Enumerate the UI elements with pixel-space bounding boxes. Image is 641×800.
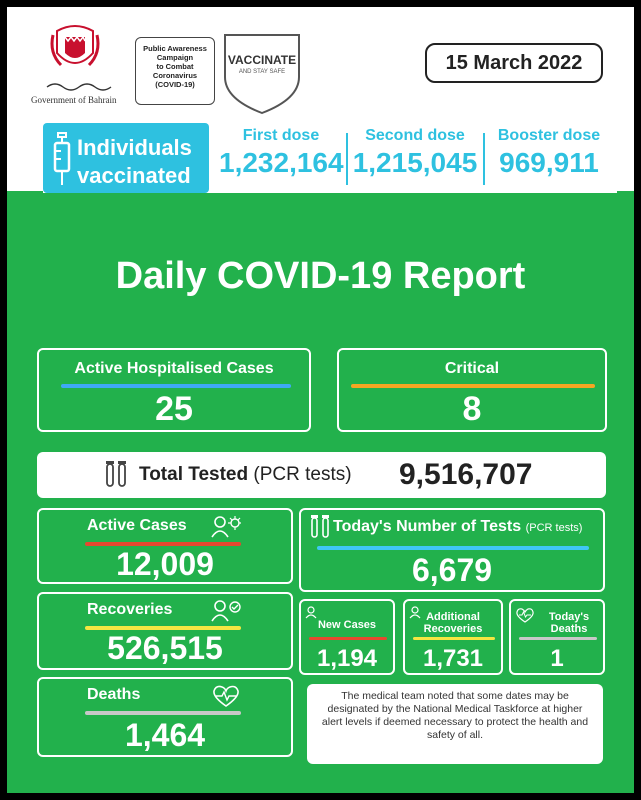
recovery-person-icon xyxy=(211,599,241,623)
todays-deaths-card xyxy=(509,599,605,675)
campaign-line: Public Awareness xyxy=(143,44,207,53)
vaccinate-title: VACCINATE xyxy=(227,53,297,67)
booster-dose-label: Booster dose xyxy=(497,127,601,144)
todays-tests-label xyxy=(333,518,582,536)
campaign-line: Campaign xyxy=(156,53,194,62)
additional-recoveries-label-line2: Recoveries xyxy=(423,623,483,635)
dose-separator xyxy=(346,133,348,185)
booster-dose xyxy=(489,127,609,179)
new-cases-label: New Cases xyxy=(317,619,377,631)
todays-tests-bar xyxy=(317,546,589,550)
deaths-label: Deaths xyxy=(87,686,141,703)
todays-deaths-label-line1: Today's xyxy=(548,611,590,623)
critical-card xyxy=(337,348,607,432)
individuals-vaccinated-badge xyxy=(43,123,209,193)
todays-tests-card xyxy=(299,508,605,592)
arabic-wordmark xyxy=(45,79,115,91)
campaign-line: Coronavirus xyxy=(152,71,198,80)
dose-separator xyxy=(483,133,485,185)
vaccination-strip xyxy=(43,123,617,193)
total-tested-value: 9,516,707 xyxy=(399,458,533,491)
total-tested-bar xyxy=(37,452,606,498)
virus-person-icon xyxy=(305,605,319,619)
total-tested-sub: (PCR tests) xyxy=(253,464,352,485)
campaign-line: (COVID-19) xyxy=(155,80,195,89)
hospitalised-label: Active Hospitalised Cases xyxy=(74,360,274,377)
todays-deaths-bar xyxy=(519,637,597,640)
virus-person-icon xyxy=(211,515,241,539)
syringe-icon xyxy=(51,131,73,187)
first-dose xyxy=(219,127,343,179)
todays-tests-sub: (PCR tests) xyxy=(525,522,583,534)
active-cases-value: 12,009 xyxy=(116,546,214,582)
additional-recoveries-value: 1,731 xyxy=(422,645,484,672)
total-tested-label xyxy=(139,464,352,486)
booster-dose-value: 969,911 xyxy=(499,147,599,178)
additional-recoveries-bar xyxy=(413,637,495,640)
vaccinated-label-line2: vaccinated xyxy=(77,163,191,188)
todays-tests-title: Today's Number of Tests xyxy=(333,518,522,535)
active-hospitalised-card xyxy=(37,348,311,432)
deaths-card xyxy=(37,677,293,757)
new-cases-bar xyxy=(309,637,387,640)
critical-bar xyxy=(351,384,595,388)
second-dose xyxy=(351,127,479,179)
test-tubes-icon xyxy=(103,460,129,490)
first-dose-label: First dose xyxy=(242,127,320,144)
todays-deaths-value: 1 xyxy=(550,645,564,672)
recoveries-label: Recoveries xyxy=(87,601,173,618)
vaccinated-label-line1: Individuals xyxy=(77,135,192,160)
second-dose-label: Second dose xyxy=(365,127,465,144)
active-cases-card xyxy=(37,508,293,584)
additional-recoveries-label-line1: Additional xyxy=(426,611,480,623)
campaign-badge xyxy=(135,37,215,105)
campaign-line: to Combat xyxy=(156,62,194,71)
report-date: 15 March 2022 xyxy=(425,43,603,83)
recoveries-value: 526,515 xyxy=(107,630,223,666)
hospitalised-value: 25 xyxy=(155,390,193,428)
critical-label: Critical xyxy=(444,360,500,377)
medical-team-note: The medical team noted that some dates may be designated by the National Medical Taskforce at higher alert levels if deemed necessary to protect the health and safety of all. xyxy=(307,684,603,764)
deaths-value: 1,464 xyxy=(124,717,206,753)
active-cases-label: Active Cases xyxy=(87,517,187,534)
government-label: Government of Bahrain xyxy=(31,95,117,105)
recoveries-card xyxy=(37,592,293,670)
total-tested-title: Total Tested xyxy=(139,464,249,485)
deaths-bar xyxy=(85,711,241,715)
first-dose-value: 1,232,164 xyxy=(219,147,344,178)
report-frame xyxy=(7,7,634,793)
test-tubes-icon xyxy=(309,514,331,540)
new-cases-value: 1,194 xyxy=(316,645,378,672)
new-cases-card xyxy=(299,599,395,675)
todays-tests-value: 6,679 xyxy=(411,552,493,588)
additional-recoveries-card xyxy=(403,599,503,675)
report-title: Daily COVID-19 Report xyxy=(115,255,526,297)
vaccinate-subtitle: AND STAY SAFE xyxy=(238,69,286,75)
second-dose-value: 1,215,045 xyxy=(352,147,478,178)
hospitalised-bar xyxy=(61,384,291,388)
heart-pulse-icon xyxy=(211,684,241,708)
critical-value: 8 xyxy=(462,390,482,428)
bahrain-emblem-icon xyxy=(47,23,103,75)
todays-deaths-label-line2: Deaths xyxy=(550,623,588,635)
